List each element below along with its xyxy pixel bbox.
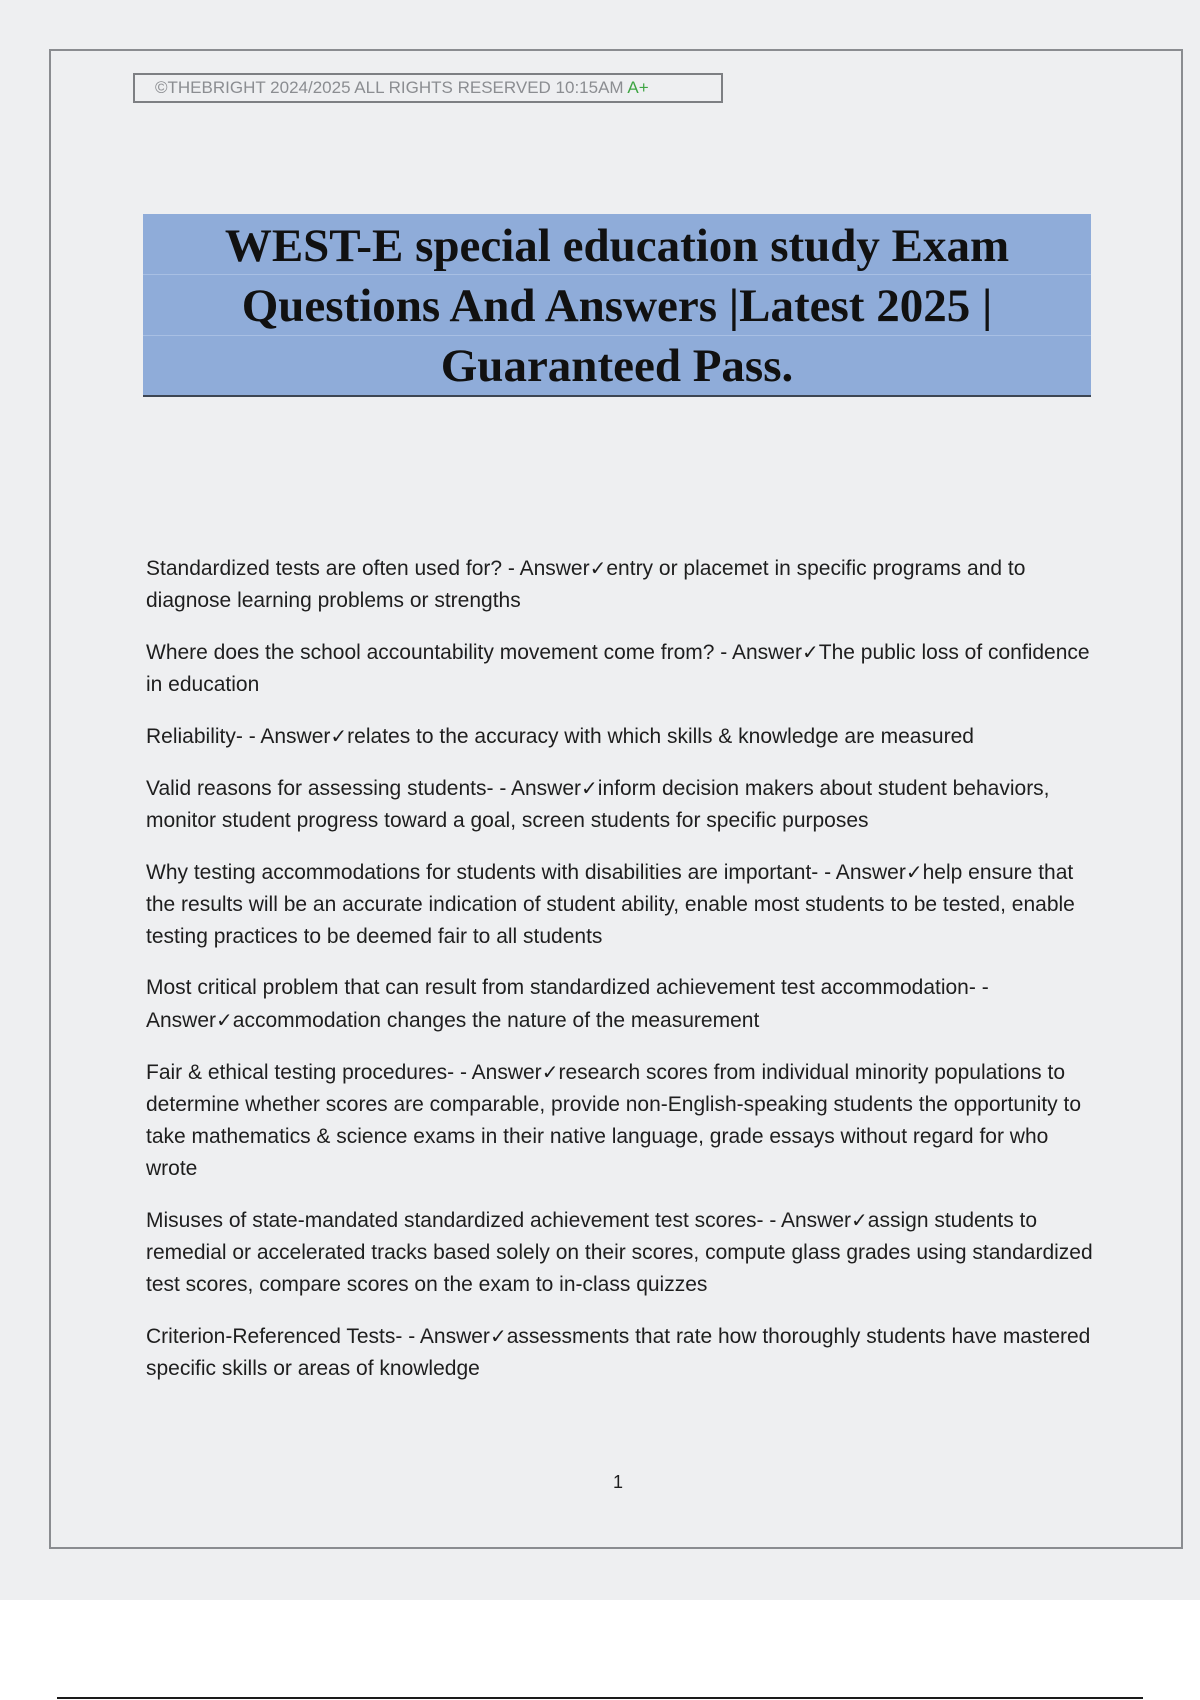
answer-text: research scores from individual minority populations to determine whether scores are comparable, provide non-English-speaking students the opportunity to take mathematics & science exams in their native language, grade essays without regard for who wrote <box>146 1061 1082 1180</box>
title-banner <box>143 214 1091 397</box>
answer-text: relates to the accuracy with which skills & knowledge are measured <box>347 725 974 748</box>
answer-separator: - Answer <box>720 641 802 664</box>
answer-separator: - Answer <box>459 1061 542 1084</box>
checkmark-icon: ✓ <box>905 860 923 884</box>
answer-separator: - Answer <box>499 777 582 800</box>
question-text: Valid reasons for assessing students- <box>146 777 494 800</box>
checkmark-icon: ✓ <box>541 1060 559 1084</box>
footer-rule <box>57 1697 1143 1699</box>
answer-text: entry or placemet in specific programs and to diagnose learning problems or strengths <box>146 557 1026 612</box>
checkmark-icon: ✓ <box>216 1008 233 1032</box>
qa-item <box>146 720 1096 753</box>
answer-separator: - Answer <box>769 1209 852 1232</box>
qa-item <box>146 1204 1096 1301</box>
grade-mark: A+ <box>627 78 649 97</box>
answer-separator: - Answer <box>824 861 906 884</box>
copyright-header <box>133 73 723 103</box>
answer-text: assign students to remedial or accelerated tracks based solely on their scores, compute glass grades using standardized test scores, compare scores on the exam to in-class quizzes <box>146 1209 1093 1296</box>
answer-text: The public loss of confidence in education <box>146 641 1090 696</box>
question-answer-list <box>146 552 1096 1404</box>
answer-text: help ensure that the results will be an accurate indication of student ability, enable most students to be tested, enable testing practices to be deemed fair to all students <box>146 861 1075 948</box>
answer-text: accommodation changes the nature of the measurement <box>232 1009 760 1032</box>
answer-separator: - Answer <box>248 725 331 748</box>
title-line-2: Questions And Answers |Latest 2025 | <box>241 280 993 332</box>
answer-text: assessments that rate how thoroughly students have mastered specific skills or areas of knowledge <box>146 1325 1091 1380</box>
question-text: Misuses of state-mandated standardized achievement test scores- <box>146 1209 764 1232</box>
question-text: Fair & ethical testing procedures- <box>146 1061 455 1084</box>
answer-separator: - Answer <box>507 557 590 580</box>
page-number: 1 <box>612 1472 623 1492</box>
question-text: Criterion-Referenced Tests- <box>146 1325 403 1348</box>
checkmark-icon: ✓ <box>581 776 598 800</box>
question-text: Why testing accommodations for students with disabilities are important- <box>146 861 819 884</box>
title-line-1: WEST-E special education study Exam <box>224 220 1010 272</box>
qa-item <box>146 856 1096 953</box>
question-text: Standardized tests are often used for? <box>146 557 503 580</box>
qa-item <box>146 772 1096 837</box>
qa-item <box>146 972 1096 1037</box>
checkmark-icon: ✓ <box>589 556 607 580</box>
question-text: Where does the school accountability movement come from? <box>146 641 715 664</box>
checkmark-icon: ✓ <box>489 1324 507 1348</box>
checkmark-icon: ✓ <box>851 1208 868 1232</box>
qa-item <box>146 1320 1096 1385</box>
answer-separator: - Answer <box>408 1325 490 1348</box>
qa-item <box>146 1056 1096 1185</box>
qa-item <box>146 552 1096 617</box>
question-text: Reliability- <box>146 725 243 748</box>
document-title <box>143 214 1091 396</box>
copyright-text: ©THEBRIGHT 2024/2025 ALL RIGHTS RESERVED 10:15AM <box>155 78 624 97</box>
qa-item <box>146 636 1096 701</box>
checkmark-icon: ✓ <box>330 724 348 748</box>
answer-separator: - Answer <box>146 976 989 1032</box>
title-line-3: Guaranteed Pass. <box>440 340 794 392</box>
checkmark-icon: ✓ <box>801 640 819 664</box>
question-text: Most critical problem that can result from standardized achievement test accommodation- <box>146 976 976 999</box>
answer-text: inform decision makers about student behaviors, monitor student progress toward a goal, screen students for specific purposes <box>146 777 1050 832</box>
